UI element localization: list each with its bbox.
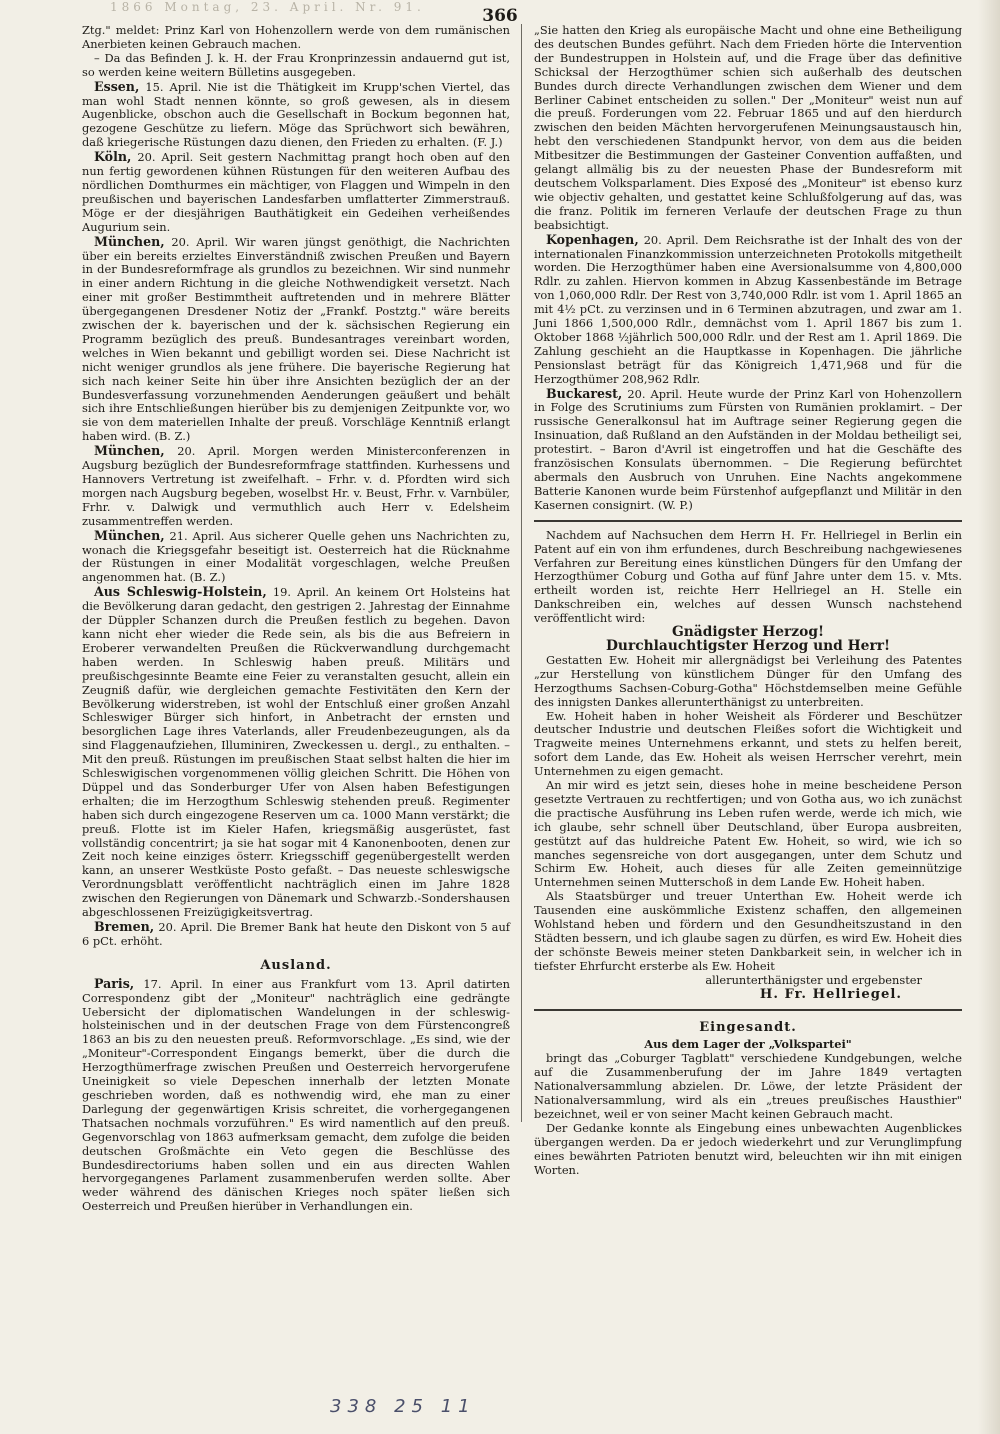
letter-closing: allerunterthänigster und ergebenster xyxy=(705,972,922,987)
article-koeln xyxy=(82,150,510,234)
article-bremen xyxy=(82,920,510,949)
dateline: Essen, xyxy=(94,78,140,94)
salutation: Gnädigster Herzog! xyxy=(671,624,825,641)
section-heading-eingesandt: Eingesandt. xyxy=(699,1019,797,1035)
article-text: 20. April. Morgen werden Ministerconferenzen in Augsburg bezüglich der Bundesreformfrage stattfinden. Kurhessens und Hannovers Vertretung ist zweifelhaft. – Frhr. v. d. Pfordten wird sich morgen nach Augsburg begeben, woselbst Hr. v. Beust, Frhr. v. Varnbüler, Frhr. v. Dalwigk und vermuthlich auch Herr v. Edelsheim zusammentreffen werden. xyxy=(82,444,510,528)
dateline: Aus Schleswig-Holstein, xyxy=(94,584,267,600)
salutation: Durchlauchtigster Herzog und Herr! xyxy=(605,637,891,654)
dateline: Bremen, xyxy=(94,919,155,934)
article-text: 20. April. Dem Reichsrathe ist der Inhalt des von der internationalen Finanzkommission unterzeichneten Protokolls mitgetheilt worden. Die Herzogthümer haben eine Aversionalsumme von 4,800,000 Rdlr. zu zahlen. Hiervon kommen in Abzug Kassenbestände im Betrage von 1,060,000 Rdlr. Der Rest von 3,740,000 Rdlr. ist vom 1. April 1865 an mit 4½ pCt. zu verzinsen und in 6 Terminen abzutragen, und zwar am 1. Juni 1866 1,500,000 Rdlr., demnächst vom 1. April 1867 bis zum 1. Oktober 1868 ½jährlich 500,000 Rdlr. und der Rest am 1. April 1869. Die Zahlung geschieht an die Hauptkasse in Kopenhagen. Die jährliche Pensionslast beträgt für das Königreich 1,471,968 und für die Herzogthümer 208,962 Rdlr. xyxy=(534,232,962,386)
article-text: 20. April. Die Bremer Bank hat heute den Diskont von 5 auf 6 pCt. erhöht. xyxy=(82,920,510,948)
article-text: bringt das „Coburger Tagblatt" verschiedene Kundgebungen, welche auf die Zusammenberufung der im Jahre 1849 vertagten Nationalversammlung abzielen. Dr. Löwe, der letzte Präsident der Nationalversammlung, wird als ein „treues preußisches Hausthier" bezeichnet, weil er von seiner Macht keinen Gebrauch macht. xyxy=(534,1051,962,1121)
article-text: 17. April. In einer aus Frankfurt vom 13. April datirten Correspondenz gibt der „Moniteur" nachträglich eine gedrängte Uebersicht der diplomatischen Wandelungen in der schleswig-holsteinischen und in der deutschen Frage von dem Fürstencongreß 1863 an bis zu den neuesten preuß. Reformvorschlage. „Es sind, wie der „Moniteur"-Correspondent Eingangs bemerkt, über die durch die Herzogthümerfrage zwischen Preußen und Oesterreich hervorgerufene Uneinigkeit so viele Depeschen innerhalb der letzten Monate geschrieben worden, daß es nothwendig wird, ehe man zu einer Darlegung der gegenwärtigen Krisis schreitet, die vorhergegangenen Thatsachen nochmals vorzuführen." Es wird namentlich auf den preuß. Gegenvorschlag von 1863 aufmerksam gemacht, dem zufolge die beiden deutschen Großmächte ein Veto gegen die Beschlüsse des Bundesdirectoriums haben sollen und ein aus directen Wahlen hervorgegangenes Parlament zusammenberufen werden sollte. Aber weder während des dänischen Krieges noch später ließen sich Oesterreich und Preußen hierüber in Verhandlungen ein. xyxy=(82,976,510,1214)
article-text: 20. April. Wir waren jüngst genöthigt, die Nachrichten über ein bereits erzieltes Einverständniß zwischen Preußen und Bayern in der Bundesreformfrage als grundlos zu bezeichnen. Wir sind nunmehr in einer andern Richtung in die gleiche Nothwendigkeit versetzt. Nach einer mit großer Bestimmtheit auftretenden und in mehrere Blätter übergegangenen Dresdener Notiz der „Frankf. Postztg." wäre bereits zwischen der k. bayerischen und der k. sächsischen Regierung ein Programm bezüglich des preuß. Bundesantrages vereinbart worden, welches in Wien bekannt und gebilligt worden sei. Diese Nachricht ist nicht weniger grundlos als jene frühere. Die bayerische Regierung hat sich nach keiner Seite hin über ihre Ansichten bezüglich der an der Bundesverfassung vorzunehmenden Aenderungen geäußert und behält sich ihre Entschließungen hierüber bis zu demjenigen Zeitpunkte vor, wo sie von dem materiellen Inhalte der preuß. Vorschläge Kenntniß erlangt haben wird. (B. Z.) xyxy=(82,234,510,444)
article-text: Ztg." meldet: Prinz Karl von Hohenzollern werde von dem rumänischen Anerbieten keinen Gebrauch machen. xyxy=(82,23,510,51)
article-schleswig-holstein xyxy=(82,585,510,920)
bleed-through-header: 1866 Montag, 23. April. Nr. 91. xyxy=(110,0,425,14)
page-edge-shadow xyxy=(978,0,1000,1434)
dateline: München, xyxy=(94,443,165,459)
article-essen xyxy=(82,80,510,151)
handwritten-note: 338 25 11 xyxy=(330,1396,476,1417)
dateline: München, xyxy=(94,233,165,249)
article-text: 21. April. Aus sicherer Quelle gehen uns Nachrichten zu, wonach die Kriegsgefahr beseitigt ist. Oesterreich hat die Rücknahme der Rüstungen in einer Modalität vorgeschlagen, welche Preußen angenommen hat. (B. Z.) xyxy=(82,528,510,585)
section-heading-ausland: Ausland. xyxy=(260,957,332,973)
article-text: – Da das Befinden J. k. H. der Frau Kronprinzessin andauernd gut ist, so werden keine weitern Bülletins ausgegeben. xyxy=(82,50,510,79)
letter-paragraph: Gestatten Ew. Hoheit mir allergnädigst bei Verleihung des Patentes „zur Herstellung von künstlichem Dünger für den Umfang des Herzogthums Sachsen-Coburg-Gotha" Höchstdemselben meine Gefühle des innigsten Dankes allerunterthänigst zu unterbreiten. xyxy=(534,652,962,709)
article-text: 20. April. Seit gestern Nachmittag prangt hoch oben auf den nun fertig gewordenen kühnen Rüstungen für den weiteren Aufbau des nördlichen Domthurmes ein mächtiger, von Flaggen und Wimpeln in den preußischen und bayerischen Landesfarben umflatterter Zimmerstrauß. Möge er der diesjährigen Bauthätigkeit ein Gedeihen verheißendes Augurium sein. xyxy=(82,150,510,234)
left-column xyxy=(82,23,511,1214)
article-text: 19. April. An keinem Ort Holsteins hat die Bevölkerung daran gedacht, den gestrigen 2. Jahrestag der Einnahme der Düppler Schanzen durch die Preußen festlich zu begehen. Davon kann nicht eher wieder die Rede sein, als bis die aus Befreiern in Eroberer verwandelten Preußen die Rückverwandlung durchgemacht haben werden. In Schleswig haben preuß. Militärs und preußischgesinnte Beamte eine Feier zu veranstalten gesucht, allein ein Zeugniß dafür, wie dergleichen gemachte Festivitäten den Kern der Bevölkerung widerstreben, ist wohl der Entschluß einer großen Anzahl Schleswiger Bürger sich hinfort, in Anbetracht der ernsten und besorglichen Lage ihres Vaterlands, aller Freudenbezeugungen, als da sind Flaggenaufziehen, Illuminiren, Zweckessen u. dergl., zu enthalten. – Mit den preuß. Rüstungen im preußischen Staat selbst halten die hier im Schleswigischen vorgenommenen völlig gleichen Schritt. Die Höhen von Düppel und das Sonderburger Ufer von Alsen haben Befestigungen erhalten; die im Herzogthum Schleswig stehenden preuß. Regimenter haben sich durch eingezogene Reserven um ca. 1000 Mann verstärkt; die preuß. Flotte ist im Kieler Hafen, kriegsmäßig ausgerüstet, fast vollständig concentrirt; ja sie hat sogar mit 4 Kanonenbooten, denen zur Zeit noch keine einziges österr. Kriegsschiff gegenübergestellt werden kann, an unserer Westküste Posto gefaßt. – Das neueste schleswigsche Verordnungsblatt veröffentlicht nachträglich einen im Jahre 1828 zwischen den Regierungen von Dänemark und Schwarzb.-Sondershausen abgeschlossenen Freizügigkeitsvertrag. xyxy=(82,585,510,920)
article-kopenhagen xyxy=(534,233,962,387)
letter-paragraph: Als Staatsbürger und treuer Unterthan Ew. Hoheit werde ich Tausenden eine auskömmliche Existenz schaffen, den allgemeinen Wohlstand heben und fördern und den Gesundheitszustand in den Städten bessern, und ich glaube sagen zu dürfen, es wird Ew. Hoheit dies der schönste Beweis meiner steten Dankbarkeit sein, in welcher ich in tiefster Ehrfurcht ersterbe als Ew. Hoheit xyxy=(534,889,962,973)
article-text: „Sie hatten den Krieg als europäische Macht und ohne eine Betheiligung des deutschen Bundes geführt. Nach dem Frieden hörte die Intervention der Bundestruppen in Holstein auf, und die Frage über das definitive Schicksal der Herzogthümer schien sich außerhalb des deutschen Bundes durch directe Verhandlungen zwischen dem Wiener und dem Berliner Cabinet entscheiden zu sollen." Der „Moniteur" weist nun auf die preuß. Forderungen vom 22. Februar 1865 und auf den hierdurch zwischen den beiden Mächten hervorgerufenen Meinungsaustausch hin, hebt den verschiedenen Standpunkt hervor, von dem aus die beiden Mitbesitzer die Bestimmungen der Gasteiner Convention auffaßten, und gelangt allmälig bis zu der neuesten Phase der Bundesreform mit deutschem Volksparlament. Dies Exposé des „Moniteur" ist ebenso kurz wie objectiv gehalten, und gestattet keine Schlußfolgerung auf das, was die franz. Politik im ferneren Verlaufe der deutschen Frage zu thun beabsichtigt. xyxy=(534,23,962,232)
column-divider xyxy=(521,24,522,1122)
article-muenchen-3 xyxy=(82,529,510,586)
article-muenchen-2 xyxy=(82,444,510,528)
dateline: Köln, xyxy=(94,149,132,165)
advertisement-intro: Nachdem auf Nachsuchen dem Herrn H. Fr. Hellriegel in Berlin ein Patent auf ein von ihm erfundenes, durch Beschreibung nachgewiesenes Verfahren zur Bereitung eines künstlichen Düngers für den Umfang der Herzogthümer Coburg und Gotha auf fünf Jahre unter dem 15. v. Mts. ertheilt worden ist, reichte Herr Hellriegel an H. Stelle ein Dankschreiben ein, welches auf dessen Wunsch nachstehend veröffentlicht wird: xyxy=(534,527,962,626)
dateline: Buckarest, xyxy=(546,385,623,401)
letter-signature: H. Fr. Hellriegel. xyxy=(759,986,902,1002)
subheading: Aus dem Lager der „Volkspartei" xyxy=(644,1037,852,1052)
dateline: München, xyxy=(94,527,165,543)
right-column xyxy=(534,23,962,1177)
article-paris xyxy=(82,977,510,1214)
dateline: Paris, xyxy=(94,975,135,991)
section-rule xyxy=(534,1009,962,1011)
article-bukarest xyxy=(534,387,962,513)
article-text: 15. April. Nie ist die Thätigkeit im Krupp'schen Viertel, das man wohl Stadt nennen könnte, so groß gewesen, als in diesem Augenblicke, obschon auch die Gesellschaft in Bockum begonnen hat, gezogene Geschütze zu liefern. Möge das Sprüchwort sich bewähren, daß kriegerische Rüstungen dazu dienen, den Frieden zu erhalten. (F. J.) xyxy=(82,79,511,150)
letter-paragraph: Ew. Hoheit haben in hoher Weisheit als Förderer und Beschützer deutscher Industrie und deutschen Fleißes sofort die Wichtigkeit und Tragweite meines Unternehmens erkannt, und stets zu helfen bereit, sofort dem Lande, das Ew. Hoheit als weisen Herrscher verehrt, mein Unternehmen zu eigen gemacht. xyxy=(534,708,962,779)
section-rule xyxy=(534,520,962,522)
letter-paragraph: An mir wird es jetzt sein, dieses hohe in meine bescheidene Person gesetzte Vertrauen zu rechtfertigen; und von Gotha aus, wo ich zunächst die practische Ausführung ins Leben rufen werde, werde ich mich, wie ich glaube, sehr schnell über Deutschland, über Europa ausbreiten, gestützt auf das huldreiche Patent Ew. Hoheit, so wird, wie ich so manches segensreiche von dort ausgegangen, unter dem Schutz und Schirm Ew. Hoheit, auch dieses für alle Zeiten gemeinnützige Unternehmen seinen Mutterschoß in dem Lande Ew. Hoheit haben. xyxy=(534,778,962,890)
article-text: 20. April. Heute wurde der Prinz Karl von Hohenzollern in Folge des Scrutiniums zum Fürsten von Rumänien proklamirt. – Der russische Generalkonsul hat im Auftrage seiner Regierung gegen die Insinuation, daß Rußland an den Aufständen in der Moldau betheiligt sei, protestirt. – Baron d'Avril ist eingetroffen und hat die Geschäfte des französischen Konsulats übernommen. – Die Regierung befürchtet abermals den Ausbruch von Unruhen. Eine Nachts angekommene Batterie Kanonen wurde beim Fürstenhof aufgepflanzt und Militär in den Kasernen consignirt. (W. P.) xyxy=(534,386,962,512)
article-muenchen-1 xyxy=(82,235,510,445)
article-text: Der Gedanke konnte als Eingebung eines unbewachten Augenblickes übergangen werden. Da er jedoch wiederkehrt und zur Verunglimpfung eines bewährten Patrioten benutzt wird, beleuchten wir ihn mit einigen Worten. xyxy=(534,1120,962,1177)
page-number: 366 xyxy=(482,6,518,26)
dateline: Kopenhagen, xyxy=(546,231,639,247)
